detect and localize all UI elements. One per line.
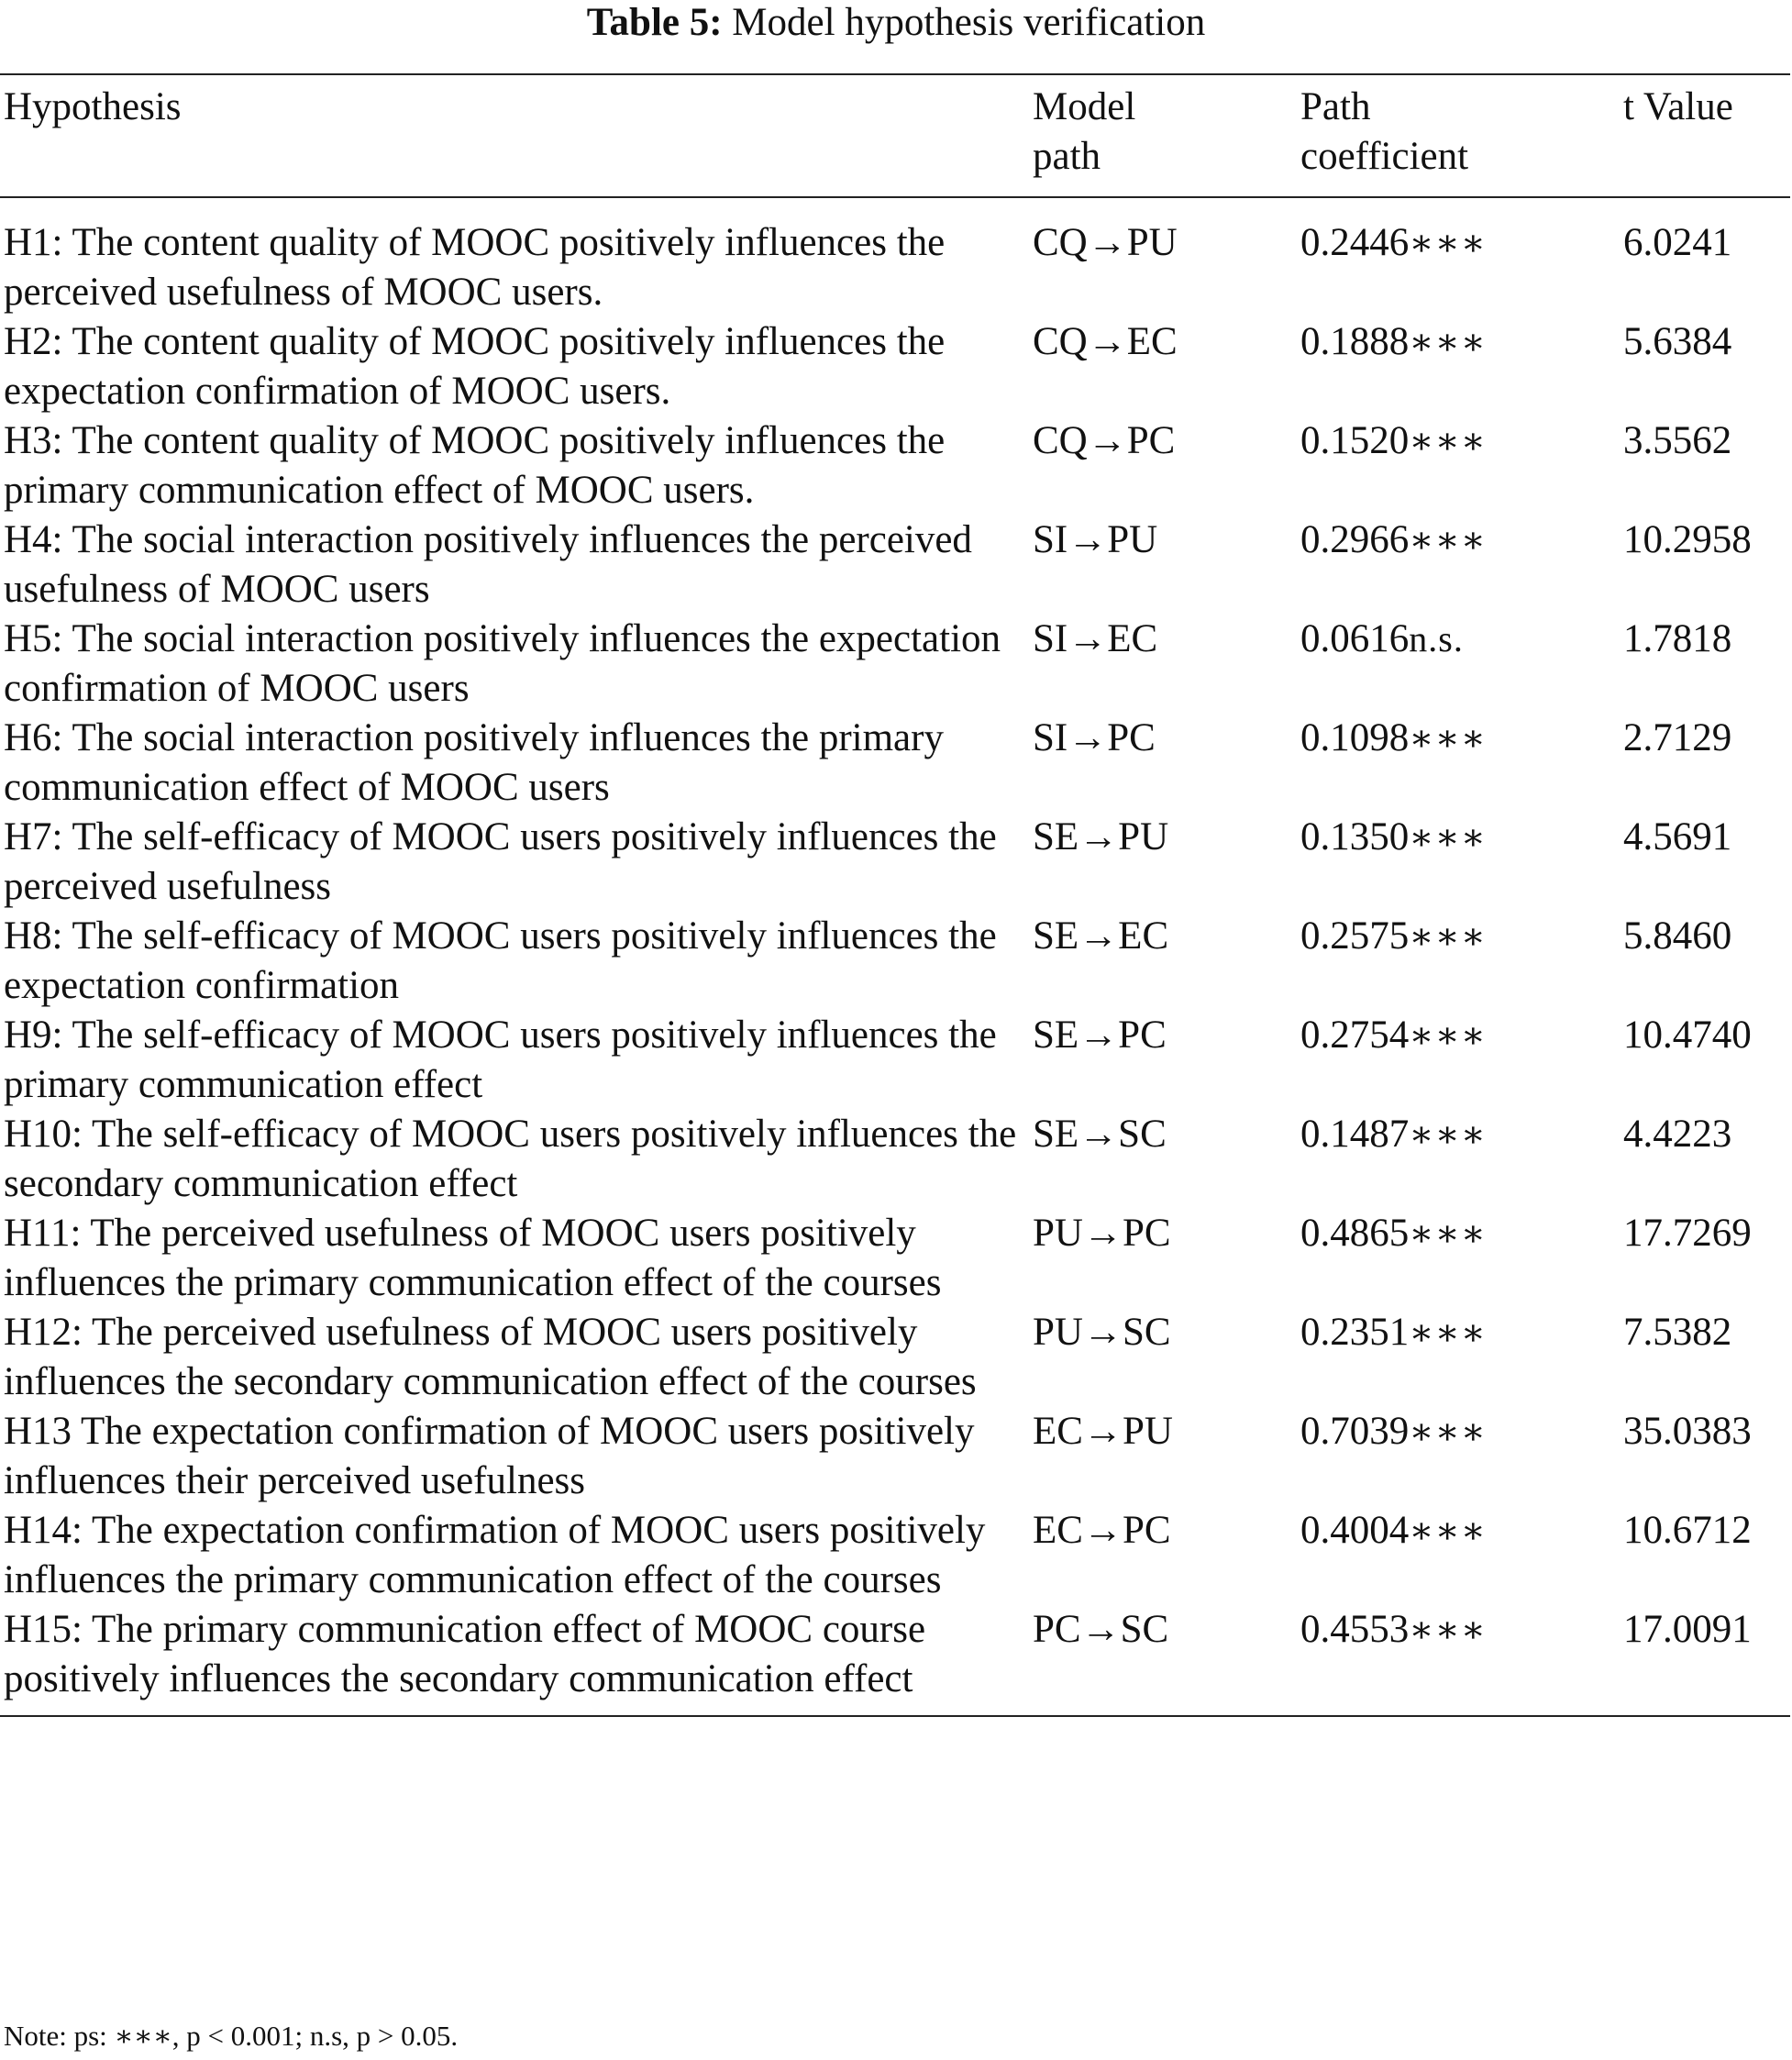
table-note: Note: ps: ∗∗∗, p < 0.001; n.s, p > 0.05. [4,2020,459,2052]
significance-marker: ∗∗∗ [1409,1411,1487,1452]
significance-marker: ∗∗∗ [1409,717,1487,759]
table-row [0,416,1790,515]
table-row [0,912,1790,1011]
cell-hypothesis: H11: The perceived usefulness of MOOC users positively influences the primary communication effect of the courses [4,1212,942,1304]
table-row [0,714,1790,813]
significance-marker: ∗∗∗ [1409,1312,1487,1353]
cell-t-value: 6.0241 [1623,221,1732,264]
cell-hypothesis: H14: The expectation confirmation of MOOC users positively influences the primary communication effect of the courses [4,1509,986,1601]
cell-t-value: 10.2958 [1623,518,1752,561]
cell-path-coefficient [1297,515,1620,615]
cell-path-coefficient [1297,197,1620,317]
cell-hypothesis: H8: The self-efficacy of MOOC users positively influences the expectation confirmation [4,914,997,1007]
cell-model-path: SI→PU [1033,518,1158,561]
cell-hypothesis: H9: The self-efficacy of MOOC users positively influences the primary communication effect [4,1013,997,1106]
cell-path-coefficient [1297,1110,1620,1209]
header-path-coefficient [1297,74,1620,197]
cell-model-path: EC→PC [1033,1509,1171,1552]
table-row [0,197,1790,317]
cell-t-value: 35.0383 [1623,1410,1752,1453]
header-model-path-line2: path [1033,135,1101,178]
significance-marker: ∗∗∗ [1409,816,1487,858]
cell-model-path: SE→SC [1033,1113,1167,1156]
header-row [0,74,1790,197]
cell-model-path: SI→PC [1033,716,1156,759]
significance-marker: ∗∗∗ [1409,222,1487,263]
cell-path-coefficient [1297,317,1620,416]
cell-t-value: 17.7269 [1623,1212,1752,1255]
cell-path-coefficient [1297,1308,1620,1407]
cell-hypothesis: H15: The primary communication effect of MOOC course positively influences the secondary communication effect [4,1608,926,1700]
table-row [0,615,1790,714]
table-caption [0,0,1792,46]
coefficient-value: 0.1487 [1300,1113,1410,1156]
cell-model-path: SI→EC [1033,617,1158,660]
significance-marker: ∗∗∗ [1409,519,1487,560]
significance-marker: ∗∗∗ [1409,915,1487,957]
coefficient-value: 0.1520 [1300,419,1410,462]
table-caption-title: Model hypothesis verification [732,1,1206,44]
coefficient-value: 0.1098 [1300,716,1410,759]
cell-hypothesis: H5: The social interaction positively influences the expectation confirmation of MOOC users [4,617,1001,710]
cell-path-coefficient [1297,912,1620,1011]
table-row [0,317,1790,416]
cell-hypothesis: H4: The social interaction positively influences the perceived usefulness of MOOC users [4,518,972,611]
coefficient-value: 0.2966 [1300,518,1410,561]
cell-model-path: PU→PC [1033,1212,1171,1255]
cell-path-coefficient [1297,1506,1620,1605]
coefficient-value: 0.7039 [1300,1410,1410,1453]
cell-hypothesis: H3: The content quality of MOOC positively influences the primary communication effect of MOOC users. [4,419,946,512]
table-row [0,813,1790,912]
coefficient-value: 0.4553 [1300,1608,1410,1651]
cell-model-path: CQ→EC [1033,320,1178,363]
coefficient-value: 0.2575 [1300,914,1410,958]
cell-t-value: 2.7129 [1623,716,1732,759]
significance-marker: ∗∗∗ [1409,1113,1487,1155]
cell-t-value: 10.4740 [1623,1013,1752,1057]
table-row [0,1011,1790,1110]
significance-marker: n.s. [1409,618,1464,659]
cell-model-path: PC→SC [1033,1608,1169,1651]
coefficient-value: 0.4865 [1300,1212,1410,1255]
cell-t-value: 7.5382 [1623,1311,1732,1354]
hypothesis-table [0,73,1790,1717]
cell-path-coefficient [1297,1407,1620,1506]
table-row [0,515,1790,615]
cell-path-coefficient [1297,813,1620,912]
table-row [0,1308,1790,1407]
cell-model-path: CQ→PC [1033,419,1176,462]
coefficient-value: 0.2446 [1300,221,1410,264]
table-row [0,1605,1790,1716]
significance-marker: ∗∗∗ [1409,1213,1487,1254]
cell-model-path: SE→PC [1033,1013,1167,1057]
cell-t-value: 5.6384 [1623,320,1732,363]
cell-t-value: 3.5562 [1623,419,1732,462]
table-body [0,197,1790,1716]
cell-path-coefficient [1297,1209,1620,1308]
header-model-path [1029,74,1297,197]
header-hypothesis: Hypothesis [4,85,182,128]
cell-model-path: SE→EC [1033,914,1169,958]
coefficient-value: 0.1350 [1300,815,1410,858]
significance-marker: ∗∗∗ [1409,1510,1487,1551]
cell-path-coefficient [1297,714,1620,813]
cell-model-path: CQ→PU [1033,221,1178,264]
coefficient-value: 0.2351 [1300,1311,1410,1354]
cell-hypothesis: H6: The social interaction positively influences the primary communication effect of MOOC users [4,716,944,809]
header-model-path-line1: Model [1033,85,1136,128]
cell-model-path: EC→PU [1033,1410,1173,1453]
table-caption-label: Table 5: [586,1,723,44]
cell-path-coefficient [1297,1011,1620,1110]
significance-marker: ∗∗∗ [1409,1014,1487,1056]
cell-model-path: PU→SC [1033,1311,1171,1354]
table-header [0,74,1790,197]
cell-hypothesis: H13 The expectation confirmation of MOOC users positively influences their perceived usefulness [4,1410,975,1502]
significance-marker: ∗∗∗ [1409,1609,1487,1650]
cell-path-coefficient [1297,416,1620,515]
cell-model-path: SE→PU [1033,815,1169,858]
significance-marker: ∗∗∗ [1409,321,1487,362]
cell-t-value: 1.7818 [1623,617,1732,660]
significance-marker: ∗∗∗ [1409,420,1487,461]
coefficient-value: 0.0616 [1300,617,1410,660]
cell-t-value: 4.5691 [1623,815,1732,858]
cell-hypothesis: H2: The content quality of MOOC positively influences the expectation confirmation of MOOC users. [4,320,946,413]
cell-t-value: 10.6712 [1623,1509,1752,1552]
table-row [0,1209,1790,1308]
cell-hypothesis: H7: The self-efficacy of MOOC users positively influences the perceived usefulness [4,815,997,908]
coefficient-value: 0.1888 [1300,320,1410,363]
cell-t-value: 4.4223 [1623,1113,1732,1156]
table-row [0,1506,1790,1605]
header-t-value: t Value [1623,85,1733,128]
cell-hypothesis: H12: The perceived usefulness of MOOC users positively influences the secondary communication effect of the courses [4,1311,977,1403]
cell-hypothesis: H10: The self-efficacy of MOOC users positively influences the secondary communication effect [4,1113,1017,1205]
cell-t-value: 17.0091 [1623,1608,1752,1651]
cell-path-coefficient [1297,1605,1620,1716]
header-path-coefficient-line2: coefficient [1300,135,1469,178]
table-row [0,1110,1790,1209]
coefficient-value: 0.4004 [1300,1509,1410,1552]
cell-hypothesis: H1: The content quality of MOOC positively influences the perceived usefulness of MOOC users. [4,221,946,314]
cell-path-coefficient [1297,615,1620,714]
coefficient-value: 0.2754 [1300,1013,1410,1057]
cell-t-value: 5.8460 [1623,914,1732,958]
table-row [0,1407,1790,1506]
header-path-coefficient-line1: Path [1300,85,1371,128]
